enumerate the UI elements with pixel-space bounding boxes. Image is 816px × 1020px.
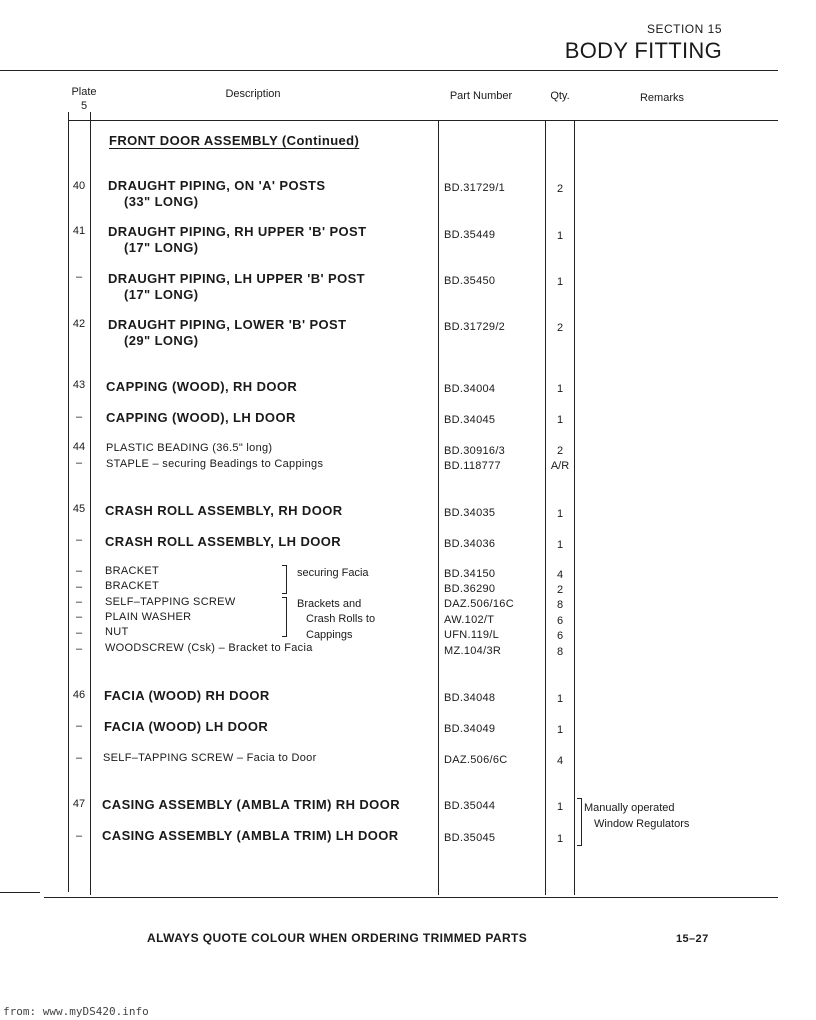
- part-qty: 1: [556, 383, 564, 395]
- bracket-remarks-casing: [577, 798, 582, 846]
- col-header-qty: Qty.: [550, 90, 570, 102]
- part-number: BD.34049: [444, 723, 496, 735]
- part-number: BD.34004: [444, 383, 496, 395]
- part-description: CASING ASSEMBLY (AMBLA TRIM) LH DOOR: [102, 828, 399, 843]
- header-bottom-rule: [68, 120, 778, 121]
- part-number: BD.118777: [444, 460, 501, 472]
- part-qty: 6: [556, 615, 564, 627]
- part-description: DRAUGHT PIPING, LH UPPER 'B' POST: [108, 271, 366, 286]
- plate-ref: 46: [72, 689, 86, 701]
- part-description: CRASH ROLL ASSEMBLY, LH DOOR: [105, 534, 342, 549]
- part-number: AW.102/T: [444, 614, 495, 626]
- page-title: BODY FITTING: [564, 38, 722, 63]
- part-description: DRAUGHT PIPING, RH UPPER 'B' POST: [108, 224, 367, 239]
- part-description: PLAIN WASHER: [105, 611, 192, 623]
- part-number: BD.35449: [444, 229, 496, 241]
- part-qty: 2: [556, 322, 564, 334]
- plate-ref: –: [75, 752, 83, 764]
- part-qty: 4: [556, 755, 564, 767]
- source-watermark: from: www.myDS420.info: [3, 1005, 149, 1018]
- plate-ref: –: [75, 565, 83, 577]
- column-divider-description: [438, 120, 439, 895]
- part-qty: 1: [556, 833, 564, 845]
- note-crash-rolls-to: Crash Rolls to: [306, 613, 376, 625]
- part-qty: 8: [556, 599, 564, 611]
- part-qty: 8: [556, 646, 564, 658]
- table-top-rule: [0, 70, 778, 71]
- col-header-part-number: Part Number: [449, 90, 513, 102]
- col-header-remarks: Remarks: [639, 92, 684, 104]
- part-qty: 1: [556, 276, 564, 288]
- section-label: SECTION 15: [646, 22, 722, 36]
- part-number: BD.34045: [444, 414, 496, 426]
- part-number: BD.31729/2: [444, 321, 506, 333]
- part-number: BD.35044: [444, 800, 496, 812]
- plate-ref: –: [75, 457, 83, 469]
- part-description: CAPPING (WOOD), RH DOOR: [106, 379, 298, 394]
- part-description: DRAUGHT PIPING, ON 'A' POSTS: [108, 178, 326, 193]
- part-description: FACIA (WOOD) LH DOOR: [104, 719, 269, 734]
- plate-ref: –: [75, 596, 83, 608]
- part-qty: 1: [556, 508, 564, 520]
- col-header-plate: Plate: [71, 86, 97, 98]
- note-brackets-and: Brackets and: [297, 598, 362, 610]
- note-cappings: Cappings: [306, 629, 353, 641]
- plate-ref: 44: [72, 441, 86, 453]
- part-number: BD.34150: [444, 568, 496, 580]
- part-qty: 1: [556, 693, 564, 705]
- part-qty: A/R: [550, 460, 570, 472]
- note-securing-facia: securing Facia: [297, 567, 369, 579]
- part-number: BD.36290: [444, 583, 496, 595]
- plate-ref: –: [75, 627, 83, 639]
- part-number: BD.31729/1: [444, 182, 506, 194]
- group-heading: FRONT DOOR ASSEMBLY (Continued): [109, 133, 360, 148]
- part-qty: 1: [556, 230, 564, 242]
- part-description: FACIA (WOOD) RH DOOR: [104, 688, 270, 703]
- part-description: DRAUGHT PIPING, LOWER 'B' POST: [108, 317, 347, 332]
- plate-ref: 45: [72, 503, 86, 515]
- plate-ref: –: [75, 271, 83, 283]
- part-qty: 2: [556, 584, 564, 596]
- part-qty: 6: [556, 630, 564, 642]
- plate-ref: 41: [72, 225, 86, 237]
- remark-manually-operated: Manually operated: [584, 802, 675, 814]
- bracket-securing-facia: [282, 565, 287, 594]
- part-description-cont: (29" LONG): [124, 333, 199, 348]
- part-number: BD.34036: [444, 538, 496, 550]
- part-description: CRASH ROLL ASSEMBLY, RH DOOR: [105, 503, 343, 518]
- table-bottom-rule: [0, 892, 40, 893]
- plate-ref: –: [75, 643, 83, 655]
- plate-ref: –: [75, 720, 83, 732]
- part-qty: 1: [556, 414, 564, 426]
- part-number: BD.34035: [444, 507, 496, 519]
- part-qty: 1: [556, 724, 564, 736]
- page-number: 15–27: [676, 933, 709, 945]
- plate-ref: 43: [72, 379, 86, 391]
- part-description: STAPLE – securing Beadings to Cappings: [106, 458, 324, 470]
- part-number: BD.34048: [444, 692, 496, 704]
- part-qty: 2: [556, 445, 564, 457]
- plate-ref: 42: [72, 318, 86, 330]
- part-number: BD.35450: [444, 275, 496, 287]
- bracket-brackets-and-crash-rolls: [282, 597, 287, 637]
- plate-ref: –: [75, 830, 83, 842]
- part-number: DAZ.506/16C: [444, 598, 514, 610]
- part-number: UFN.119/L: [444, 629, 500, 641]
- column-divider-plate-right: [90, 112, 91, 895]
- part-number: BD.30916/3: [444, 445, 506, 457]
- part-description-cont: (17" LONG): [124, 240, 199, 255]
- col-header-plate-number: 5: [80, 100, 88, 112]
- part-description: CAPPING (WOOD), LH DOOR: [106, 410, 296, 425]
- remark-window-regulators: Window Regulators: [594, 818, 690, 830]
- part-description: BRACKET: [105, 580, 160, 592]
- table-bottom-rule-right: [44, 897, 778, 898]
- part-qty: 4: [556, 569, 564, 581]
- plate-ref: –: [75, 411, 83, 423]
- footer-notice: ALWAYS QUOTE COLOUR WHEN ORDERING TRIMMED PARTS: [147, 931, 528, 945]
- part-description: NUT: [105, 626, 129, 638]
- part-description: BRACKET: [105, 565, 160, 577]
- plate-ref: 47: [72, 798, 86, 810]
- part-qty: 1: [556, 539, 564, 551]
- part-description: WOODSCREW (Csk) – Bracket to Facia: [105, 642, 313, 654]
- part-description: PLASTIC BEADING (36.5" long): [106, 442, 273, 454]
- part-description-cont: (33" LONG): [124, 194, 199, 209]
- part-description: SELF–TAPPING SCREW – Facia to Door: [103, 752, 317, 764]
- part-number: MZ.104/3R: [444, 645, 502, 657]
- part-description: CASING ASSEMBLY (AMBLA TRIM) RH DOOR: [102, 797, 400, 812]
- part-qty: 1: [556, 801, 564, 813]
- part-description-cont: (17" LONG): [124, 287, 199, 302]
- plate-ref: –: [75, 581, 83, 593]
- plate-ref: 40: [72, 180, 86, 192]
- col-header-description: Description: [225, 88, 281, 100]
- plate-ref: –: [75, 534, 83, 546]
- part-number: DAZ.506/6C: [444, 754, 508, 766]
- part-number: BD.35045: [444, 832, 496, 844]
- part-qty: 2: [556, 183, 564, 195]
- plate-ref: –: [75, 611, 83, 623]
- part-description: SELF–TAPPING SCREW: [105, 596, 236, 608]
